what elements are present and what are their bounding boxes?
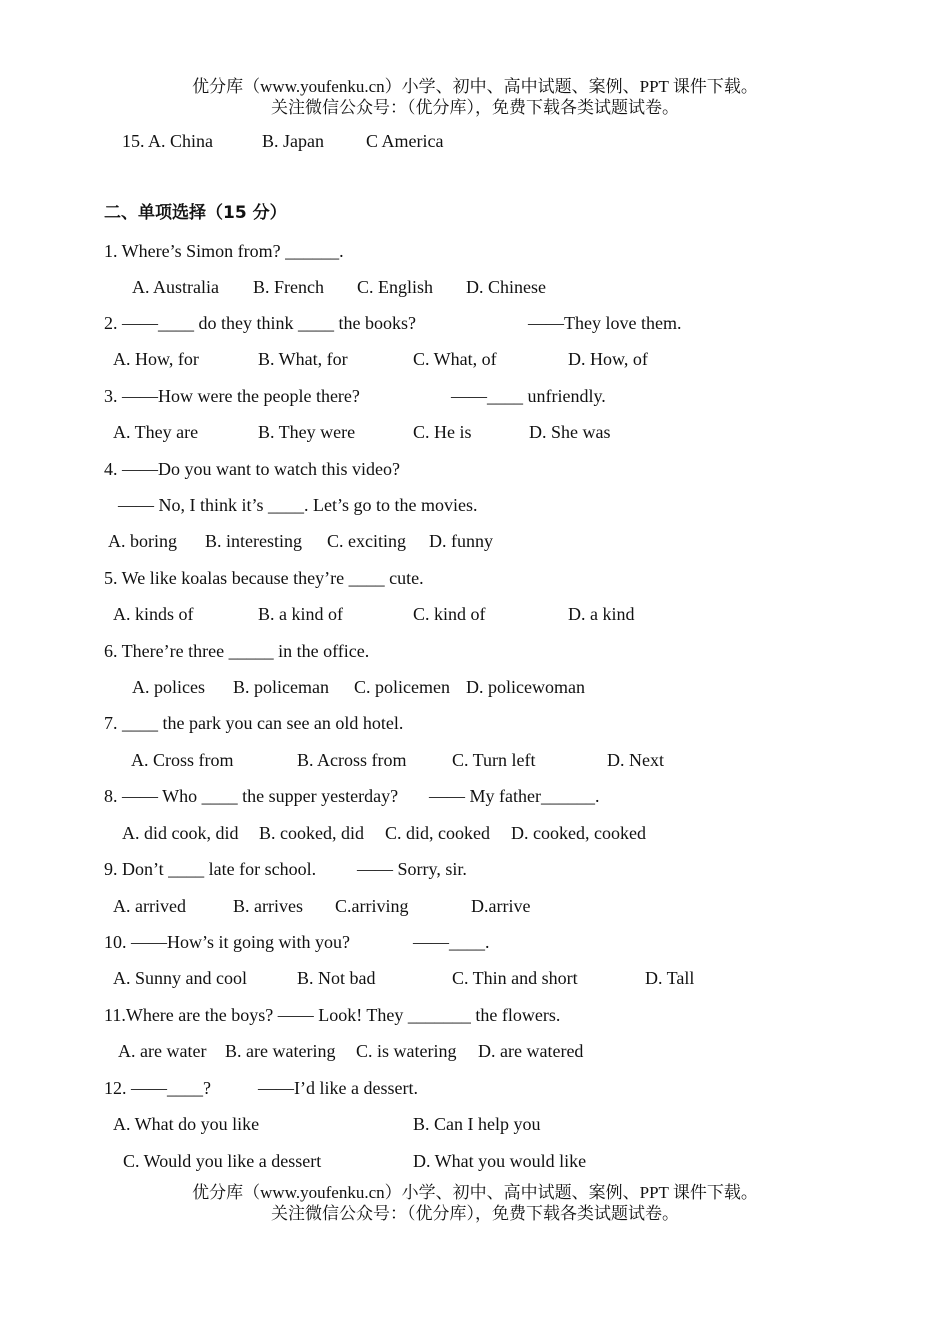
q5-option-b: B. a kind of (258, 604, 343, 624)
q7-stem: 7. ____ the park you can see an old hotel. (104, 713, 404, 733)
section-title: 二、单项选择（15 分） (104, 203, 287, 223)
q4-reply: —— No, I think it’s ____. Let’s go to the movies. (118, 495, 478, 515)
q8-reply: —— My father______. (429, 786, 600, 806)
q1-option-c: C. English (357, 277, 434, 297)
q10-option-b: B. Not bad (297, 968, 376, 988)
q12-stem: 12. ——____? (104, 1078, 211, 1098)
q7-option-a: A. Cross from (131, 750, 234, 770)
q2-stem: 2. ——____ do they think ____ the books? (104, 313, 416, 333)
q9-option-a: A. arrived (113, 896, 186, 916)
q6-option-d: D. policewoman (466, 677, 585, 697)
q8-option-a: A. did cook, did (122, 823, 239, 843)
header-line-1: 优分库（www.youfenku.cn）小学、初中、高中试题、案例、PPT 课件下载。 (192, 77, 758, 96)
q12-option-b: B. Can I help you (413, 1114, 541, 1134)
q10-option-d: D. Tall (645, 968, 695, 988)
q5-option-c: C. kind of (413, 604, 486, 624)
q15-option-a: 15. A. China (122, 131, 214, 151)
q11-option-d: D. are watered (478, 1041, 584, 1061)
q7-option-c: C. Turn left (452, 750, 536, 770)
q3-reply: ——____ unfriendly. (451, 386, 606, 406)
q1-option-a: A. Australia (132, 277, 219, 297)
q12-option-c: C. Would you like a dessert (123, 1151, 322, 1171)
q2-option-a: A. How, for (113, 349, 199, 369)
q1-stem: 1. Where’s Simon from? ______. (104, 241, 344, 261)
q10-option-c: C. Thin and short (452, 968, 578, 988)
q10-reply: ——____. (413, 932, 490, 952)
q8-stem: 8. —— Who ____ the supper yesterday? (104, 786, 399, 806)
footer-line-1: 优分库（www.youfenku.cn）小学、初中、高中试题、案例、PPT 课件下载。 (192, 1183, 758, 1202)
q11-option-c: C. is watering (356, 1041, 457, 1061)
q4-option-c: C. exciting (327, 531, 406, 551)
q11-option-a: A. are water (118, 1041, 207, 1061)
q9-stem: 9. Don’t ____ late for school. (104, 859, 317, 879)
q9-option-c: C.arriving (335, 896, 409, 916)
footer-line-2: 关注微信公众号：（优分库），免费下载各类试题试卷。 (271, 1204, 679, 1223)
q3-option-a: A. They are (113, 422, 199, 442)
q6-option-b: B. policeman (233, 677, 329, 697)
q6-option-a: A. polices (132, 677, 205, 697)
q10-stem: 10. ——How’s it going with you? (104, 932, 350, 952)
q7-option-d: D. Next (607, 750, 664, 770)
q8-option-d: D. cooked, cooked (511, 823, 646, 843)
q6-stem: 6. There’re three _____ in the office. (104, 641, 370, 661)
q5-stem: 5. We like koalas because they’re ____ cute. (104, 568, 424, 588)
q7-option-b: B. Across from (297, 750, 407, 770)
q12-reply: ——I’d like a dessert. (258, 1078, 418, 1098)
q4-option-a: A. boring (108, 531, 177, 551)
q4-option-d: D. funny (429, 531, 493, 551)
q3-stem: 3. ——How were the people there? (104, 386, 360, 406)
q9-option-d: D.arrive (471, 896, 531, 916)
q2-option-b: B. What, for (258, 349, 348, 369)
q8-option-c: C. did, cooked (385, 823, 490, 843)
q5-option-a: A. kinds of (113, 604, 194, 624)
q15-option-b: B. Japan (262, 131, 324, 151)
q8-option-b: B. cooked, did (259, 823, 364, 843)
q15-option-c: C America (366, 131, 444, 151)
q11-stem: 11.Where are the boys? —— Look! They _______ the flowers. (104, 1005, 561, 1025)
q2-reply: ——They love them. (528, 313, 682, 333)
q4-option-b: B. interesting (205, 531, 302, 551)
q1-option-b: B. French (253, 277, 324, 297)
q9-option-b: B. arrives (233, 896, 303, 916)
q5-option-d: D. a kind (568, 604, 635, 624)
q9-reply: —— Sorry, sir. (357, 859, 467, 879)
q3-option-d: D. She was (529, 422, 611, 442)
q12-option-d: D. What you would like (413, 1151, 587, 1171)
q10-option-a: A. Sunny and cool (113, 968, 247, 988)
q3-option-c: C. He is (413, 422, 472, 442)
header-line-2: 关注微信公众号：（优分库），免费下载各类试题试卷。 (271, 98, 679, 117)
q2-option-d: D. How, of (568, 349, 648, 369)
q11-option-b: B. are watering (225, 1041, 336, 1061)
q2-option-c: C. What, of (413, 349, 497, 369)
q12-option-a: A. What do you like (113, 1114, 260, 1134)
q4-stem: 4. ——Do you want to watch this video? (104, 459, 400, 479)
q3-option-b: B. They were (258, 422, 356, 442)
q6-option-c: C. policemen (354, 677, 450, 697)
q1-option-d: D. Chinese (466, 277, 546, 297)
